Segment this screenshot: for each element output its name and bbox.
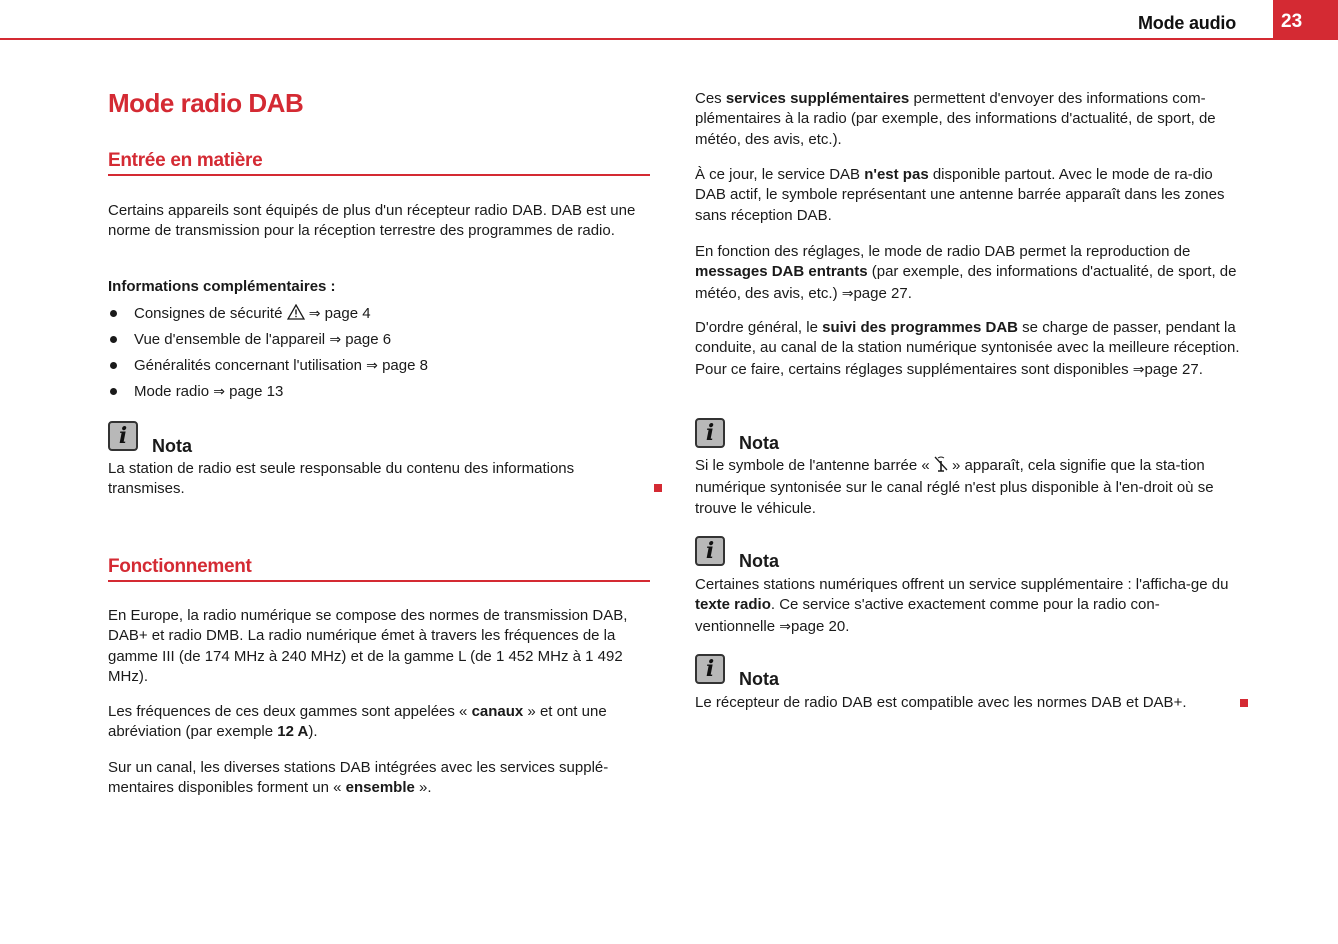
nota-text bbox=[695, 575, 1235, 637]
page-title: Mode radio DAB bbox=[108, 88, 304, 118]
intro-paragraph: Certains appareils sont équipés de plus d'un récepteur radio DAB. DAB est une norme de transmission pour la réception terrestre des programmes de radio. bbox=[108, 202, 636, 240]
term-texte-radio: texte radio bbox=[695, 596, 771, 614]
list-item bbox=[108, 355, 428, 381]
term-ensemble: ensemble bbox=[345, 779, 415, 797]
text-run: ). bbox=[308, 723, 318, 741]
bullet-icon bbox=[110, 388, 117, 395]
text-run: se charge de passer, pendant la conduite, au canal de la station numérique syntonisée avec la meilleure réception. Pour ce faire, certains réglages supplémentaires sont disponibles bbox=[695, 319, 1240, 378]
bullet-icon bbox=[110, 310, 117, 317]
arrow-right-icon: ⇒ bbox=[308, 305, 321, 321]
info-icon: i bbox=[695, 418, 725, 448]
text-run: Sur un canal, les diverses stations DAB intégrées avec les services supplé-mentaires disponibles forment un « bbox=[108, 759, 609, 797]
text-run: ». bbox=[414, 779, 432, 797]
text-run: permettent d'envoyer des informations com-plémentaires à la radio (par exemple, des informations d'actualité, de sport, de météo, des avis, etc.). bbox=[695, 90, 1216, 148]
info-icon: i bbox=[695, 536, 725, 566]
section-heading-intro: Entrée en matière bbox=[108, 150, 650, 176]
text-run: En fonction des réglages, le mode de radio DAB permet la reproduction de bbox=[695, 243, 1191, 260]
header-rule bbox=[0, 38, 1338, 40]
arrow-right-icon: ⇒ bbox=[779, 617, 791, 634]
text-run: . Ce service s'active exactement comme pour la radio con-ventionnelle bbox=[695, 596, 1160, 635]
running-header-title: Mode audio bbox=[1138, 13, 1236, 33]
crossed-antenna-icon bbox=[934, 456, 948, 478]
operation-paragraph-3 bbox=[108, 758, 650, 799]
term-canaux: canaux bbox=[471, 703, 524, 720]
text-run: Certaines stations numériques offrent un service supplémentaire : l'afficha-ge du bbox=[695, 576, 1229, 593]
term-services: services supplémentaires bbox=[725, 90, 910, 107]
info-icon: i bbox=[108, 421, 138, 451]
list-item bbox=[108, 303, 428, 329]
term-nest-pas: n'est pas bbox=[864, 166, 929, 183]
arrow-right-icon: ⇒ bbox=[213, 383, 225, 399]
list-item-text: Consignes de sécurité bbox=[134, 305, 283, 322]
text-run: À ce jour, le service DAB bbox=[695, 166, 865, 183]
nota-text: La station de radio est seule responsable du contenu des informations transmises. bbox=[108, 460, 575, 498]
text-run: disponible partout. Avec le mode de ra-dio DAB actif, le symbole représentant une antenne barrée apparaît dans les zones sans réception DAB. bbox=[695, 166, 1225, 224]
messages-paragraph bbox=[695, 242, 1240, 304]
list-item-text: Vue d'ensemble de l'appareil bbox=[134, 331, 326, 348]
text-run: D'ordre général, le bbox=[695, 319, 823, 336]
section-end-mark bbox=[654, 484, 662, 492]
warning-triangle-icon bbox=[287, 304, 305, 326]
operation-paragraph-1: En Europe, la radio numérique se compose des normes de transmission DAB, DAB+ et radio DMB. La radio numérique émet à travers les fréquences de la gamme III (de 174 MHz à 240 MHz) et de la gamme L (de 1 452 MHz à 1 492 MHz). bbox=[108, 607, 628, 685]
bullet-icon bbox=[110, 362, 117, 369]
text-run: » et ont une abréviation (par exemple bbox=[108, 703, 607, 741]
list-item bbox=[108, 381, 428, 407]
arrow-right-icon: ⇒ bbox=[841, 284, 854, 301]
nota-heading bbox=[108, 421, 192, 456]
nota-text bbox=[695, 456, 1225, 519]
services-paragraph bbox=[695, 89, 1240, 150]
text-run: (par exemple, des informations d'actualité, de sport, de météo, des avis, etc.) bbox=[695, 263, 1237, 302]
page-reference-link[interactable]: page 20. bbox=[790, 617, 850, 635]
list-item-text: Généralités concernant l'utilisation bbox=[134, 357, 362, 374]
page-number-badge: 23 bbox=[1273, 0, 1338, 39]
nota-text: Le récepteur de radio DAB est compatible avec les normes DAB et DAB+. bbox=[695, 694, 1187, 711]
term-suivi: suivi des programmes DAB bbox=[822, 319, 1019, 336]
text-run: Ces bbox=[695, 90, 726, 107]
operation-paragraph-2 bbox=[108, 702, 650, 743]
availability-paragraph bbox=[695, 165, 1240, 226]
arrow-right-icon: ⇒ bbox=[1132, 360, 1145, 377]
nota-heading bbox=[695, 654, 779, 689]
tracking-paragraph bbox=[695, 318, 1240, 380]
text-run: » apparaît, cela signifie que la sta-tion numérique syntonisée sur le canal réglé n'est plus disponible à l'en-droit où se trouve le véhicule. bbox=[695, 457, 1214, 517]
nota-label: Nota bbox=[152, 436, 192, 456]
term-12a: 12 A bbox=[277, 723, 309, 741]
reference-list bbox=[108, 303, 428, 407]
section-heading-operation: Fonctionnement bbox=[108, 556, 650, 582]
page-reference-link[interactable]: page 8 bbox=[382, 357, 428, 374]
page-reference-link[interactable]: page 27. bbox=[853, 284, 912, 302]
list-item-text: Mode radio bbox=[134, 383, 210, 400]
term-messages: messages DAB entrants bbox=[695, 263, 868, 281]
text-run: Si le symbole de l'antenne barrée « bbox=[695, 457, 934, 474]
nota-label: Nota bbox=[739, 669, 779, 689]
info-label: Informations complémentaires : bbox=[108, 278, 336, 295]
info-icon: i bbox=[695, 654, 725, 684]
nota-label: Nota bbox=[739, 433, 779, 453]
bullet-icon bbox=[110, 336, 117, 343]
arrow-right-icon: ⇒ bbox=[366, 357, 378, 373]
arrow-right-icon: ⇒ bbox=[329, 331, 342, 347]
text-run: Les fréquences de ces deux gammes sont appelées « bbox=[108, 703, 472, 720]
nota-heading bbox=[695, 536, 779, 571]
page-reference-link[interactable]: page 27. bbox=[1144, 360, 1203, 378]
nota-heading bbox=[695, 418, 779, 453]
page-reference-link[interactable]: page 13 bbox=[229, 383, 284, 400]
section-end-mark bbox=[1240, 699, 1248, 707]
page-reference-link[interactable]: page 6 bbox=[345, 331, 392, 348]
list-item bbox=[108, 329, 428, 355]
page-reference-link[interactable]: page 4 bbox=[324, 305, 371, 322]
nota-label: Nota bbox=[739, 551, 779, 571]
